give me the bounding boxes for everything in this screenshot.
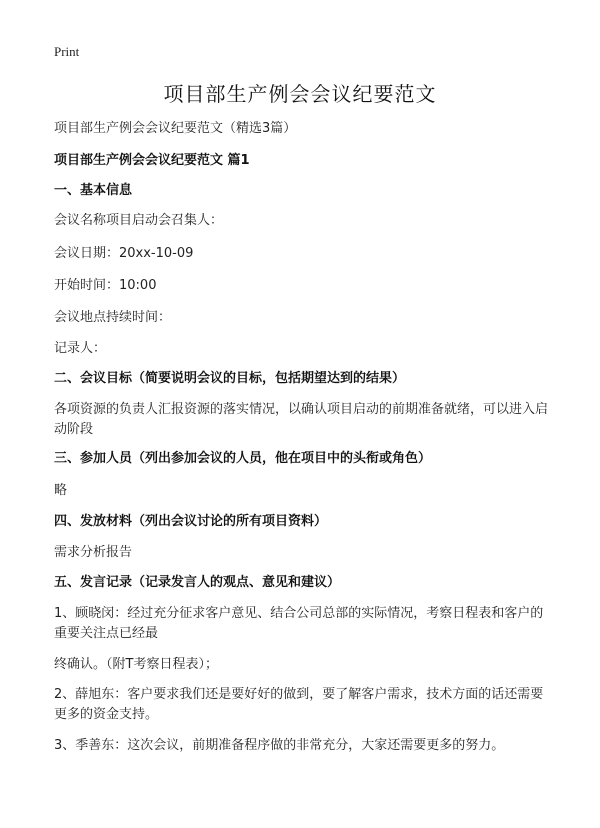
materials-body: 需求分析报告 <box>54 545 133 560</box>
meeting-goal-body: 各项资源的负责人汇报资源的落实情况，以确认项目启动的前期准备就绪，可以进入启动阶段 <box>54 402 549 437</box>
section-heading-materials: 四、发放材料（列出会议讨论的所有项目资料） <box>54 514 328 529</box>
section-heading-meeting-goal: 二、会议目标（简要说明会议的目标，包括期望达到的结果） <box>54 371 406 386</box>
section-heading-basic-info: 一、基本信息 <box>54 183 133 198</box>
speech-record-item-3: 3、季善东：这次会议，前期准备程序做的非常充分，大家还需要更多的努力。 <box>54 738 505 753</box>
speech-record-item-2: 2、薛旭东：客户要求我们还是要好好的做到，要了解客户需求，技术方面的话还需要更多的资金支持。 <box>54 687 544 722</box>
article-heading: 项目部生产例会会议纪要范文 篇1 <box>54 153 250 168</box>
start-time-line: 开始时间：10:00 <box>54 278 157 293</box>
attendees-body: 略 <box>54 483 68 498</box>
location-duration-line: 会议地点持续时间： <box>54 310 172 325</box>
section-heading-attendees: 三、参加人员（列出参加会议的人员，他在项目中的头衔或角色） <box>54 451 432 466</box>
speech-record-item-1-continued: 终确认。（附T考察日程表）； <box>54 657 218 672</box>
page-title: 项目部生产例会会议纪要范文 <box>163 82 437 106</box>
meeting-date-line: 会议日期：20xx-10-09 <box>54 246 194 261</box>
meeting-name-line: 会议名称项目启动会召集人： <box>54 213 224 228</box>
section-heading-speech-records: 五、发言记录（记录发言人的观点、意见和建议） <box>54 575 341 590</box>
document-subtitle: 项目部生产例会会议纪要范文（精选3篇） <box>54 121 297 136</box>
print-label: Print <box>54 44 80 59</box>
recorder-line: 记录人： <box>54 341 107 356</box>
speech-record-item-1: 1、顾晓闵：经过充分征求客户意见、结合公司总部的实际情况，考察日程表和客户的重要关注点已经最 <box>54 606 544 641</box>
